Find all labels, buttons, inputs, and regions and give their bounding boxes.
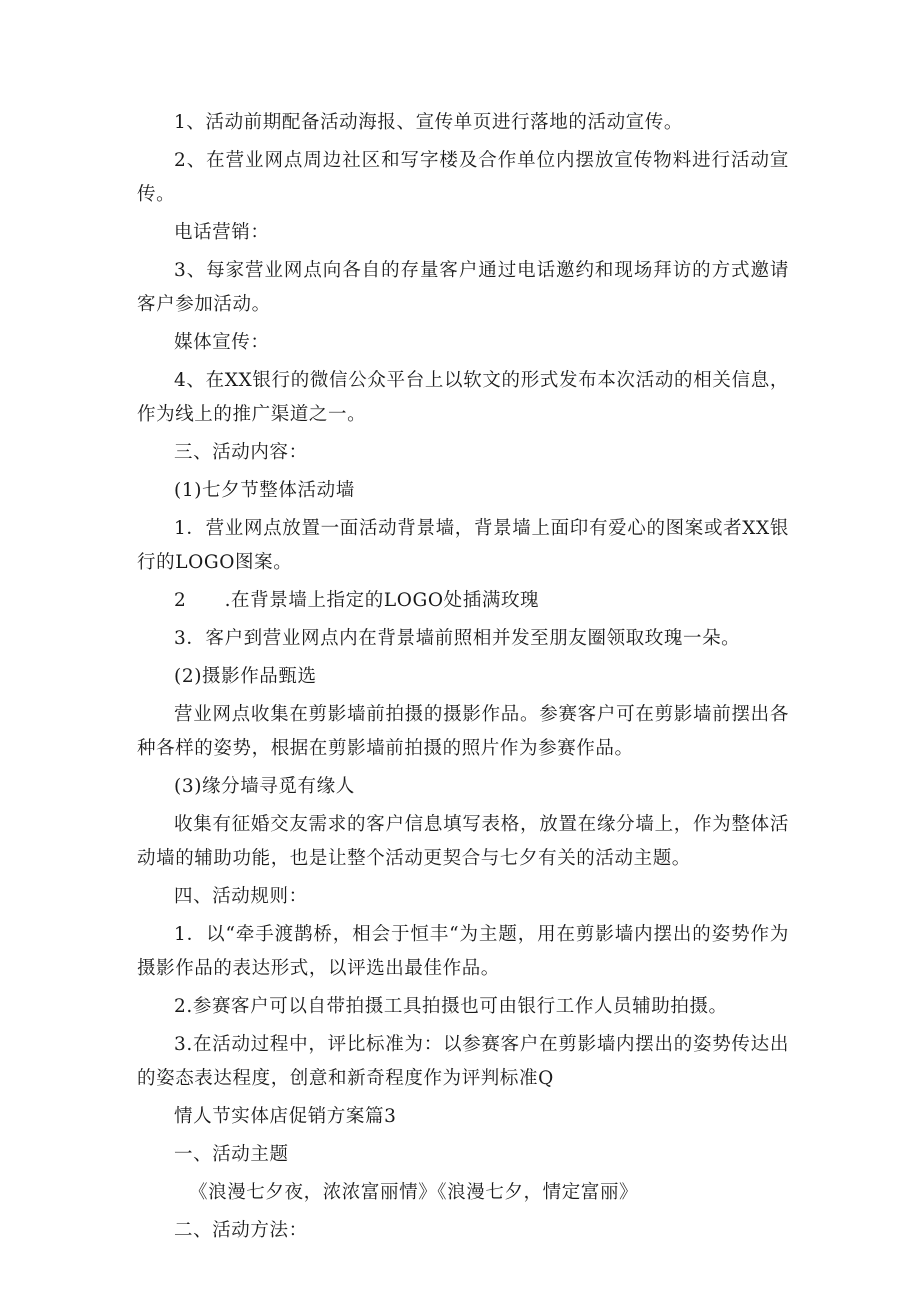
section-label-phone-marketing: 电话营销： (174, 222, 270, 243)
paragraph-1: 1、活动前期配备活动海报、宣传单页进行落地的活动宣传。 (174, 112, 683, 133)
paragraph-3: 3、每家营业网点向各自的存量客户通过电话邀约和现场拜访的方式邀请客户参加活动。 (137, 260, 789, 315)
section-label-media: 媒体宣传： (174, 332, 270, 353)
heading-activity-content: 三、活动内容： (174, 442, 308, 463)
heading-plan-3: 情人节实体店促销方案篇3 (174, 1106, 397, 1127)
list-item-1: 1．营业网点放置一面活动背景墙，背景墙上面印有爱心的图案或者XX银行的LOGO图案。 (137, 518, 789, 573)
list-item-3: 3．客户到营业网点内在背景墙前照相并发至朋友圈领取玫瑰一朵。 (174, 628, 741, 649)
heading-activity-theme: 一、活动主题 (174, 1144, 289, 1165)
paragraph-4: 4、在XX银行的微信公众平台上以软文的形式发布本次活动的相关信息，作为线上的推广渠道之一。 (137, 370, 789, 425)
paragraph-2: 2、在营业网点周边社区和写字楼及合作单位内摆放宣传物料进行活动宣传。 (137, 150, 789, 205)
rule-item-2: 2.参赛客户可以自带拍摄工具拍摄也可由银行工作人员辅助拍摄。 (174, 996, 728, 1017)
paragraph-theme-titles: 《浪漫七夕夜，浓浓富丽情》《浪漫七夕，情定富丽》 (189, 1182, 639, 1203)
heading-activity-method: 二、活动方法： (174, 1220, 308, 1241)
document-body (137, 106, 789, 1252)
paragraph-fate-wall: 收集有征婚交友需求的客户信息填写表格，放置在缘分墙上，作为整体活动墙的辅助功能，也是让整个活动更契合与七夕有关的活动主题。 (137, 814, 789, 869)
subheading-fate-wall: (3)缘分墙寻觅有缘人 (174, 776, 355, 797)
rule-item-3: 3.在活动过程中，评比标准为：以参赛客户在剪影墙内摆出的姿势传达出的姿态表达程度，创意和新奇程度作为评判标准Q (137, 1034, 789, 1089)
paragraph-photo-selection: 营业网点收集在剪影墙前拍摄的摄影作品。参赛客户可在剪影墙前摆出各种各样的姿势，根据在剪影墙前拍摄的照片作为参赛作品。 (137, 704, 789, 759)
rule-item-1: 1．以“牵手渡鹊桥，相会于恒丰“为主题，用在剪影墙内摆出的姿势作为摄影作品的表达形式，以评选出最佳作品。 (137, 924, 789, 979)
subheading-activity-wall: (1)七夕节整体活动墙 (174, 480, 355, 501)
list-item-2: 2 .在背景墙上指定的LOGO处插满玫瑰 (174, 590, 540, 611)
heading-activity-rules: 四、活动规则： (174, 886, 308, 907)
subheading-photo-selection: (2)摄影作品甄选 (174, 666, 317, 687)
